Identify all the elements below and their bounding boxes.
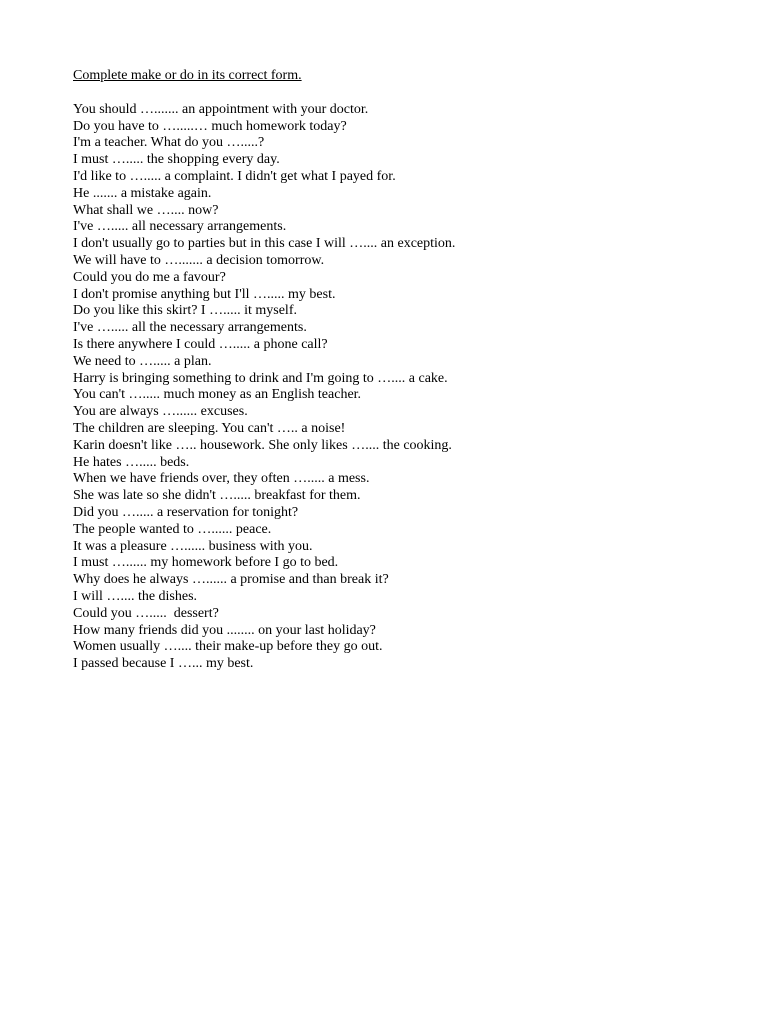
exercise-sentence: I must …...... my homework before I go to bed. bbox=[73, 555, 339, 571]
exercise-sentence: The children are sleeping. You can't ….. a noise! bbox=[73, 420, 346, 436]
exercise-sentence: We need to …..... a plan. bbox=[73, 353, 212, 369]
exercise-sentence: I've …..... all necessary arrangements. bbox=[73, 219, 287, 235]
exercise-sentence: You are always …...... excuses. bbox=[73, 404, 248, 420]
exercise-sentence: The people wanted to …...... peace. bbox=[73, 521, 272, 537]
exercise-sentence: I'm a teacher. What do you ….....? bbox=[73, 135, 265, 151]
exercise-sentence: Did you …..... a reservation for tonight? bbox=[73, 504, 299, 520]
exercise-sentence: Do you have to ….....… much homework today? bbox=[73, 118, 347, 134]
worksheet-title: Complete make or do in its correct form. bbox=[73, 68, 302, 83]
exercise-sentence: You can't …..... much money as an English teacher. bbox=[73, 387, 362, 403]
exercise-sentence: I don't promise anything but I'll …..... my best. bbox=[73, 286, 336, 302]
document-content bbox=[73, 68, 713, 673]
exercise-sentence: It was a pleasure …...... business with you. bbox=[73, 538, 313, 554]
exercise-sentence: Do you like this skirt? I …..... it myself. bbox=[73, 303, 297, 319]
exercise-sentence: I'd like to …..... a complaint. I didn't get what I payed for. bbox=[73, 168, 396, 184]
exercise-sentence: We will have to …....... a decision tomorrow. bbox=[73, 252, 325, 268]
exercise-sentence: I must …..... the shopping every day. bbox=[73, 152, 280, 168]
exercise-sentence: I passed because I …... my best. bbox=[73, 656, 254, 672]
exercise-sentence: Could you do me a favour? bbox=[73, 269, 226, 285]
exercise-sentence: What shall we ….... now? bbox=[73, 202, 219, 218]
exercise-sentence: Women usually ….... their make-up before they go out. bbox=[73, 639, 383, 655]
exercise-sentence: He ....... a mistake again. bbox=[73, 185, 212, 201]
exercise-sentence: I will ….... the dishes. bbox=[73, 588, 198, 604]
exercise-list bbox=[73, 102, 713, 673]
exercise-sentence: He hates …..... beds. bbox=[73, 454, 190, 470]
exercise-sentence: I don't usually go to parties but in this case I will ….... an exception. bbox=[73, 236, 456, 252]
exercise-sentence: How many friends did you ........ on your last holiday? bbox=[73, 622, 376, 638]
exercise-sentence: Why does he always …...... a promise and than break it? bbox=[73, 572, 389, 588]
exercise-sentence: You should …....... an appointment with your doctor. bbox=[73, 101, 369, 117]
exercise-sentence: Harry is bringing something to drink and I'm going to ….... a cake. bbox=[73, 370, 448, 386]
exercise-sentence: When we have friends over, they often …..... a mess. bbox=[73, 471, 370, 487]
exercise-sentence: Karin doesn't like ….. housework. She only likes ….... the cooking. bbox=[73, 437, 452, 453]
exercise-sentence: She was late so she didn't …..... breakfast for them. bbox=[73, 488, 361, 504]
exercise-sentence: Could you …..... dessert? bbox=[73, 605, 219, 621]
exercise-sentence: I've …..... all the necessary arrangements. bbox=[73, 320, 307, 336]
exercise-sentence: Is there anywhere I could …..... a phone call? bbox=[73, 336, 328, 352]
